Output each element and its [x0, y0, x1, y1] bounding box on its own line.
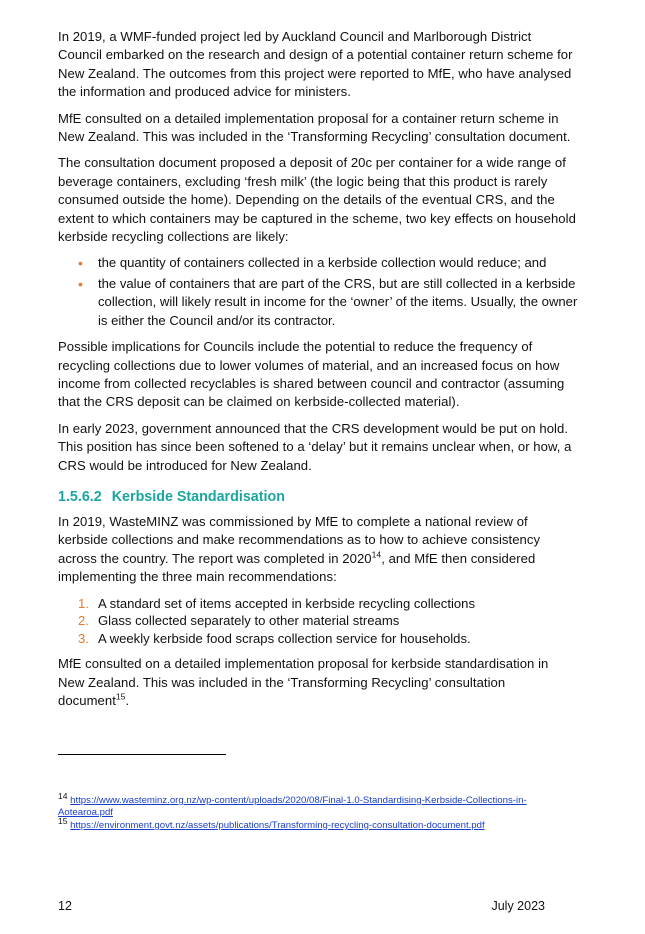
list-item-text: the value of containers that are part of the CRS, but are still collected in a kerbside collection, will likely result in income for the ‘owner’ of the items. Usually, the owner is either the Council and/or its contractor.	[98, 275, 578, 328]
footnote-link-15[interactable]: https://environment.govt.nz/assets/publications/Transforming-recycling-consultation-document.pdf	[70, 819, 485, 831]
footnote-number: 15	[58, 815, 68, 826]
list-item	[58, 254, 578, 272]
footnote-15	[58, 815, 578, 832]
bullet-icon: •	[78, 275, 83, 292]
main-content	[58, 28, 578, 719]
page-number: 12	[58, 899, 72, 913]
section-number: 1.5.6.2	[58, 488, 102, 505]
footnote-14	[58, 790, 578, 820]
footer-date: July 2023	[491, 899, 545, 913]
list-item-text: the quantity of containers collected in a kerbside collection would reduce; and	[98, 255, 547, 271]
paragraph-text: MfE consulted on a detailed implementation proposal for kerbside standardisation in New Zealand. This was included in the ‘Transforming Recycling’ consultation document	[58, 656, 549, 709]
effects-bullet-list	[58, 254, 578, 330]
recommendations-list	[58, 595, 578, 648]
list-item	[58, 275, 578, 330]
footnote-number: 14	[58, 790, 68, 801]
footnote-link-14[interactable]: https://www.wasteminz.org.nz/wp-content/uploads/2020/08/Final-1.0-Standardising-Kerbside-Collections-in-Aotearoa.pdf	[58, 795, 527, 819]
paragraph-crs-delay: In early 2023, government announced that the CRS development would be put on hold. This position has since been softened to a ‘delay’ but it remains unclear when, or how, a CRS would be introduced for New Zealand.	[58, 420, 572, 473]
section-heading	[58, 487, 578, 507]
list-item-text: Glass collected separately to other material streams	[98, 613, 400, 629]
paragraph-deposit-proposal: The consultation document proposed a deposit of 20c per container for a wide range of beverage containers, excluding ‘fresh milk’ (the logic being that this product is rarely consumed outside the home). Depending on the details of the eventual CRS, and the extent to which containers may be captured in the scheme, two key effects on household kerbside recycling collections are likely:	[58, 155, 576, 245]
list-item-text: A weekly kerbside food scraps collection service for households.	[98, 630, 471, 646]
paragraph-crs-consultation: MfE consulted on a detailed implementation proposal for a container return scheme in New Zealand. This was included in the ‘Transforming Recycling’ consultation document.	[58, 110, 571, 145]
list-item	[58, 630, 578, 648]
footnote-divider	[58, 754, 226, 755]
list-number: 1.	[78, 595, 89, 611]
list-item-text: A standard set of items accepted in kerbside recycling collections	[98, 595, 476, 611]
paragraph-wasteminz-review	[58, 513, 578, 587]
paragraph-text: .	[125, 693, 130, 709]
paragraph-text: In 2019, WasteMINZ was commissioned by MfE to complete a national review of kerbside collections and make recommendations as to how to achieve consistency across the country. The report was completed in 2020	[58, 513, 541, 566]
paragraph-implications: Possible implications for Councils include the potential to reduce the frequency of recycling collections due to lower volumes of material, and an increased focus on how income from collected recyclables is shared between council and contractor (assuming that the CRS deposit can be claimed on kerbside-collected material).	[58, 339, 565, 410]
list-number: 3.	[78, 630, 89, 646]
footnote-ref-14[interactable]: 14	[371, 549, 382, 560]
footnotes	[58, 790, 578, 832]
footnote-ref-15[interactable]: 15	[115, 691, 126, 702]
paragraph-text: , and MfE then considered implementing the three main recommendations:	[58, 550, 536, 585]
section-title: Kerbside Standardisation	[111, 488, 285, 505]
paragraph-crs-project: In 2019, a WMF-funded project led by Auckland Council and Marlborough District Council embarked on the research and design of a potential container return scheme for New Zealand. The outcomes from this project were reported to MfE, who have analysed the information and produced advice for ministers.	[58, 29, 573, 100]
list-item	[58, 595, 578, 613]
paragraph-standardisation-consultation	[58, 655, 578, 710]
list-item	[58, 612, 578, 630]
list-number: 2.	[78, 613, 89, 629]
bullet-icon: •	[78, 255, 83, 272]
